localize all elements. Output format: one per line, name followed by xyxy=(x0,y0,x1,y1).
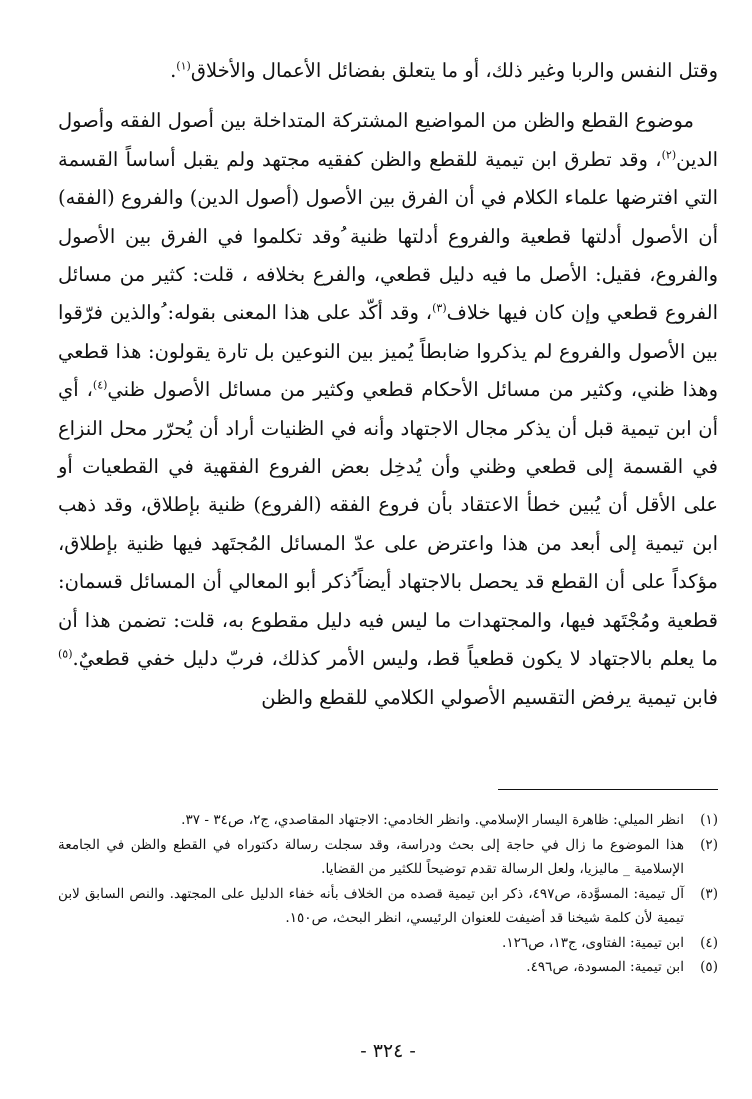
footnote-number: (٤) xyxy=(700,934,718,951)
footnote-text: انظر الميلي: ظاهرة اليسار الإسلامي. وانظر الخادمي: الاجتهاد المقاصدي، ج٢، ص٣٤ - ٣٧. xyxy=(181,812,684,828)
page-number: - ٣٢٤ - xyxy=(360,1040,416,1062)
footnote-number: (٥) xyxy=(700,959,718,975)
footnote xyxy=(58,955,718,980)
footnote xyxy=(58,808,718,833)
footnote-number: (٢) xyxy=(700,836,718,853)
footnote xyxy=(58,882,718,931)
footnote-text: ابن تيمية: الفتاوى، ج١٣، ص١٢٦. xyxy=(502,934,684,951)
footnote-ref-3: (٣) xyxy=(432,301,447,315)
footnote-ref-1: (١) xyxy=(176,59,191,73)
footnote-ref-4: (٤) xyxy=(92,378,108,392)
footnote-number: (٣) xyxy=(700,885,718,902)
paragraph-continuation: وقتل النفس والربا وغير ذلك، أو ما يتعلق بفضائل الأعمال والأخلاق$^{(١)}$. xyxy=(170,59,718,82)
paragraph2-part4: ، أي أن ابن تيمية قبل أن يذكر مجال الاجتهاد وأنه في الظنيات أراد أن يُحرّر محل النزاع في القسمة إلى قطعي وظني وأن يُدخِل بعض الفروع الفقهية في القطعيات أو على الأقل أن يُبين خطأ الاعتقاد بأن فروع الفقه (الفروع) ظنية بإطلاق، وقد ذهب ابن تيمية إلى أبعد من هذا واعترض على عدّ المسائل المُجتَهد فيها ظنية بإطلاق، مؤكداً على أن القطع قد يحصل بالاجتهاد أيضاً ُذكر أبو المعالي أن المسائل قسمان: قطعية ومُجْتَهد فيها، والمجتهدات ما ليس فيه دليل مقطوع به، قلت: تضمن هذا أن ما يعلم بالاجتهاد لا يكون قطعياً قط، وليس الأمر كذلك، فربّ دليل خفي قطعيٌ. xyxy=(58,378,718,671)
footnote-number: (١) xyxy=(700,812,718,828)
footnote-divider xyxy=(498,789,718,790)
main-text xyxy=(58,52,718,717)
paragraph-main xyxy=(58,102,718,717)
footnote-ref-2: (٢) xyxy=(661,148,677,162)
footnote-text: ابن تيمية: المسودة، ص٤٩٦. xyxy=(526,959,684,975)
footnote-text: هذا الموضوع ما زال في حاجة إلى بحث ودراسة، وقد سجلت رسالة دكتوراه في القطع والظن في الجامعة الإسلامية _ ماليزيا، ولعل الرسالة تقدم توضيحاً للكثير من القضايا. xyxy=(58,836,684,877)
paragraph2-part3: ، وقد أكّد على هذا المعنى بقوله: ُوالذين فرّقوا بين الأصول والفروع لم يذكروا ضابطاً يُميز بين النوعين بل تارة يقولون: هذا قطعي وهذا ظني، وكثير من مسائل الأحكام قطعي وكثير من مسائل الأصول ظني xyxy=(58,301,718,402)
footnote xyxy=(58,833,718,882)
paragraph2-part2: ، وقد تطرق ابن تيمية للقطع والظن كفقيه مجتهد ولم يقبل أساساً القسمة التي افترضها علماء الكلام في أن الفرق بين الأصول (أصول الدين) والفروع (الفقه) أن الأصول أدلتها قطعية والفروع أدلتها ظنية ُوقد تكلموا في الفرق بين الأصول والفروع، فقيل: الأصل ما فيه دليل قطعي، والفرع بخلافه ، قلت: كثير من مسائل الفروع قطعي وإن كان فيها خلاف xyxy=(58,147,718,325)
paragraph2-part5: فابن تيمية يرفض التقسيم الأصولي الكلامي للقطع والظن xyxy=(261,685,718,709)
footnote xyxy=(58,931,718,956)
paragraph1-text: وقتل النفس والربا وغير ذلك، أو ما يتعلق بفضائل الأعمال والأخلاق xyxy=(190,59,718,82)
footnote-text: آل تيمية: المسوَّدة، ص٤٩٧، ذكر ابن تيمية قصده من الخلاف بأنه خفاء الدليل على المجتهد. والنص السابق لابن تيمية لأن كلمة شيخنا قد أضيفت للعنوان الرئيسي، انظر البحث، ص١٥٠. xyxy=(58,885,684,926)
footnotes xyxy=(58,808,718,980)
footnote-ref-5: (٥) xyxy=(58,647,73,661)
book-page xyxy=(58,52,718,1072)
paragraph2-part1: موضوع القطع والظن من المواضيع المشتركة المتداخلة بين أصول الفقه وأصول الدين xyxy=(58,109,718,171)
